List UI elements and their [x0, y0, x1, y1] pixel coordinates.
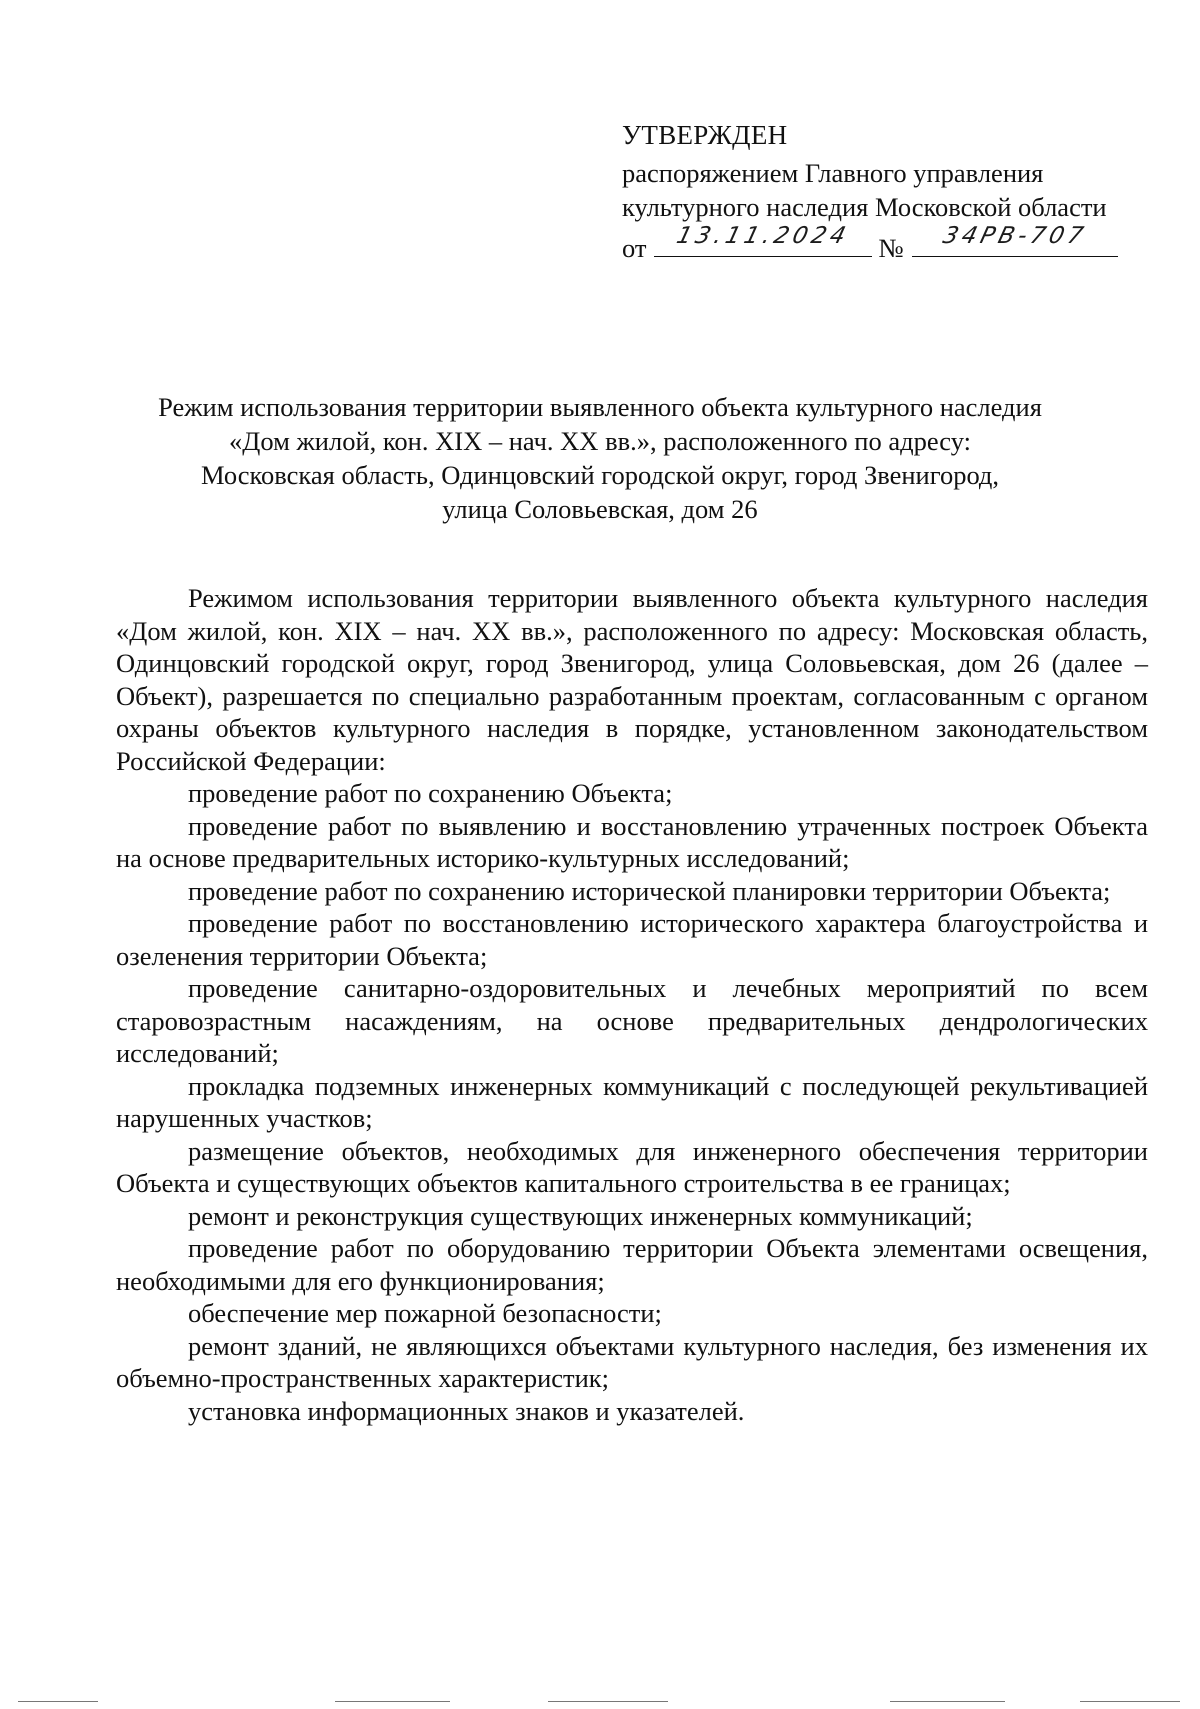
intro-paragraph: Режимом использования территории выявленного объекта культурного наследия «Дом жилой, кон. XIX – нач. XX вв.», расположенного по адресу: Московская область, Одинцовский городской округ, город Звенигород, улица Соловьевская, дом 26 (далее – Объект), разрешается по специально разработанным проектам, согласованным с органом охраны объектов культурного наследия в порядке, установленном законодательством Российской Федерации:	[116, 583, 1148, 776]
list-item: проведение работ по сохранению исторической планировки территории Объекта;	[188, 875, 1111, 906]
from-label: от	[622, 233, 647, 263]
footer-rule	[335, 1701, 450, 1702]
list-item: проведение работ по сохранению Объекта;	[188, 778, 673, 808]
approval-date-line	[622, 223, 1162, 265]
list-item: обеспечение мер пожарной безопасности;	[188, 1298, 662, 1328]
footer-rule	[1080, 1701, 1180, 1702]
list-item: прокладка подземных инженерных коммуникаций с последующей рекультивацией нарушенных участков;	[116, 1070, 1148, 1133]
document-heading	[130, 390, 1070, 526]
footer-rule	[890, 1701, 1005, 1702]
list-item: проведение работ по выявлению и восстановлению утраченных построек Объекта на основе предварительных историко-культурных исследований;	[116, 810, 1148, 873]
footer-rule	[18, 1701, 98, 1702]
date-blank	[654, 223, 872, 257]
number-blank	[912, 223, 1118, 257]
handwritten-number: 34РВ-707	[939, 223, 1090, 249]
heading-line-1: Режим использования территории выявленного объекта культурного наследия	[158, 392, 1042, 422]
list-item: ремонт и реконструкция существующих инженерных коммуникаций;	[188, 1200, 973, 1231]
heading-line-3: Московская область, Одинцовский городской округ, город Звенигород,	[200, 460, 1000, 490]
approval-line-2: культурного наследия Московской области	[622, 192, 1107, 222]
number-label: №	[878, 233, 904, 263]
footer-rule	[548, 1701, 668, 1702]
approval-line-1: распоряжением Главного управления	[622, 158, 1044, 188]
list-item: ремонт зданий, не являющихся объектами культурного наследия, без изменения их объемно-пространственных характеристик;	[116, 1330, 1148, 1393]
list-item: проведение санитарно-оздоровительных и лечебных мероприятий по всем старовозрастным насаждениям, на основе предварительных дендрологических исследований;	[116, 973, 1148, 1068]
heading-line-4: улица Соловьевская, дом 26	[442, 494, 758, 524]
list-item: проведение работ по оборудованию территории Объекта элементами освещения, необходимыми для его функционирования;	[116, 1233, 1148, 1296]
approval-title: УТВЕРЖДЕН	[622, 120, 788, 150]
list-item: установка информационных знаков и указателей.	[188, 1395, 745, 1426]
document-body	[116, 582, 1148, 1427]
list-item: проведение работ по восстановлению исторического характера благоустройства и озеленения территории Объекта;	[116, 908, 1148, 971]
list-item: размещение объектов, необходимых для инженерного обеспечения территории Объекта и существующих объектов капитального строительства в ее границах;	[116, 1135, 1148, 1198]
heading-line-2: «Дом жилой, кон. XIX – нач. XX вв.», расположенного по адресу:	[229, 426, 971, 456]
approval-stamp	[622, 118, 1162, 265]
handwritten-date: 13.11.2024	[674, 223, 853, 249]
